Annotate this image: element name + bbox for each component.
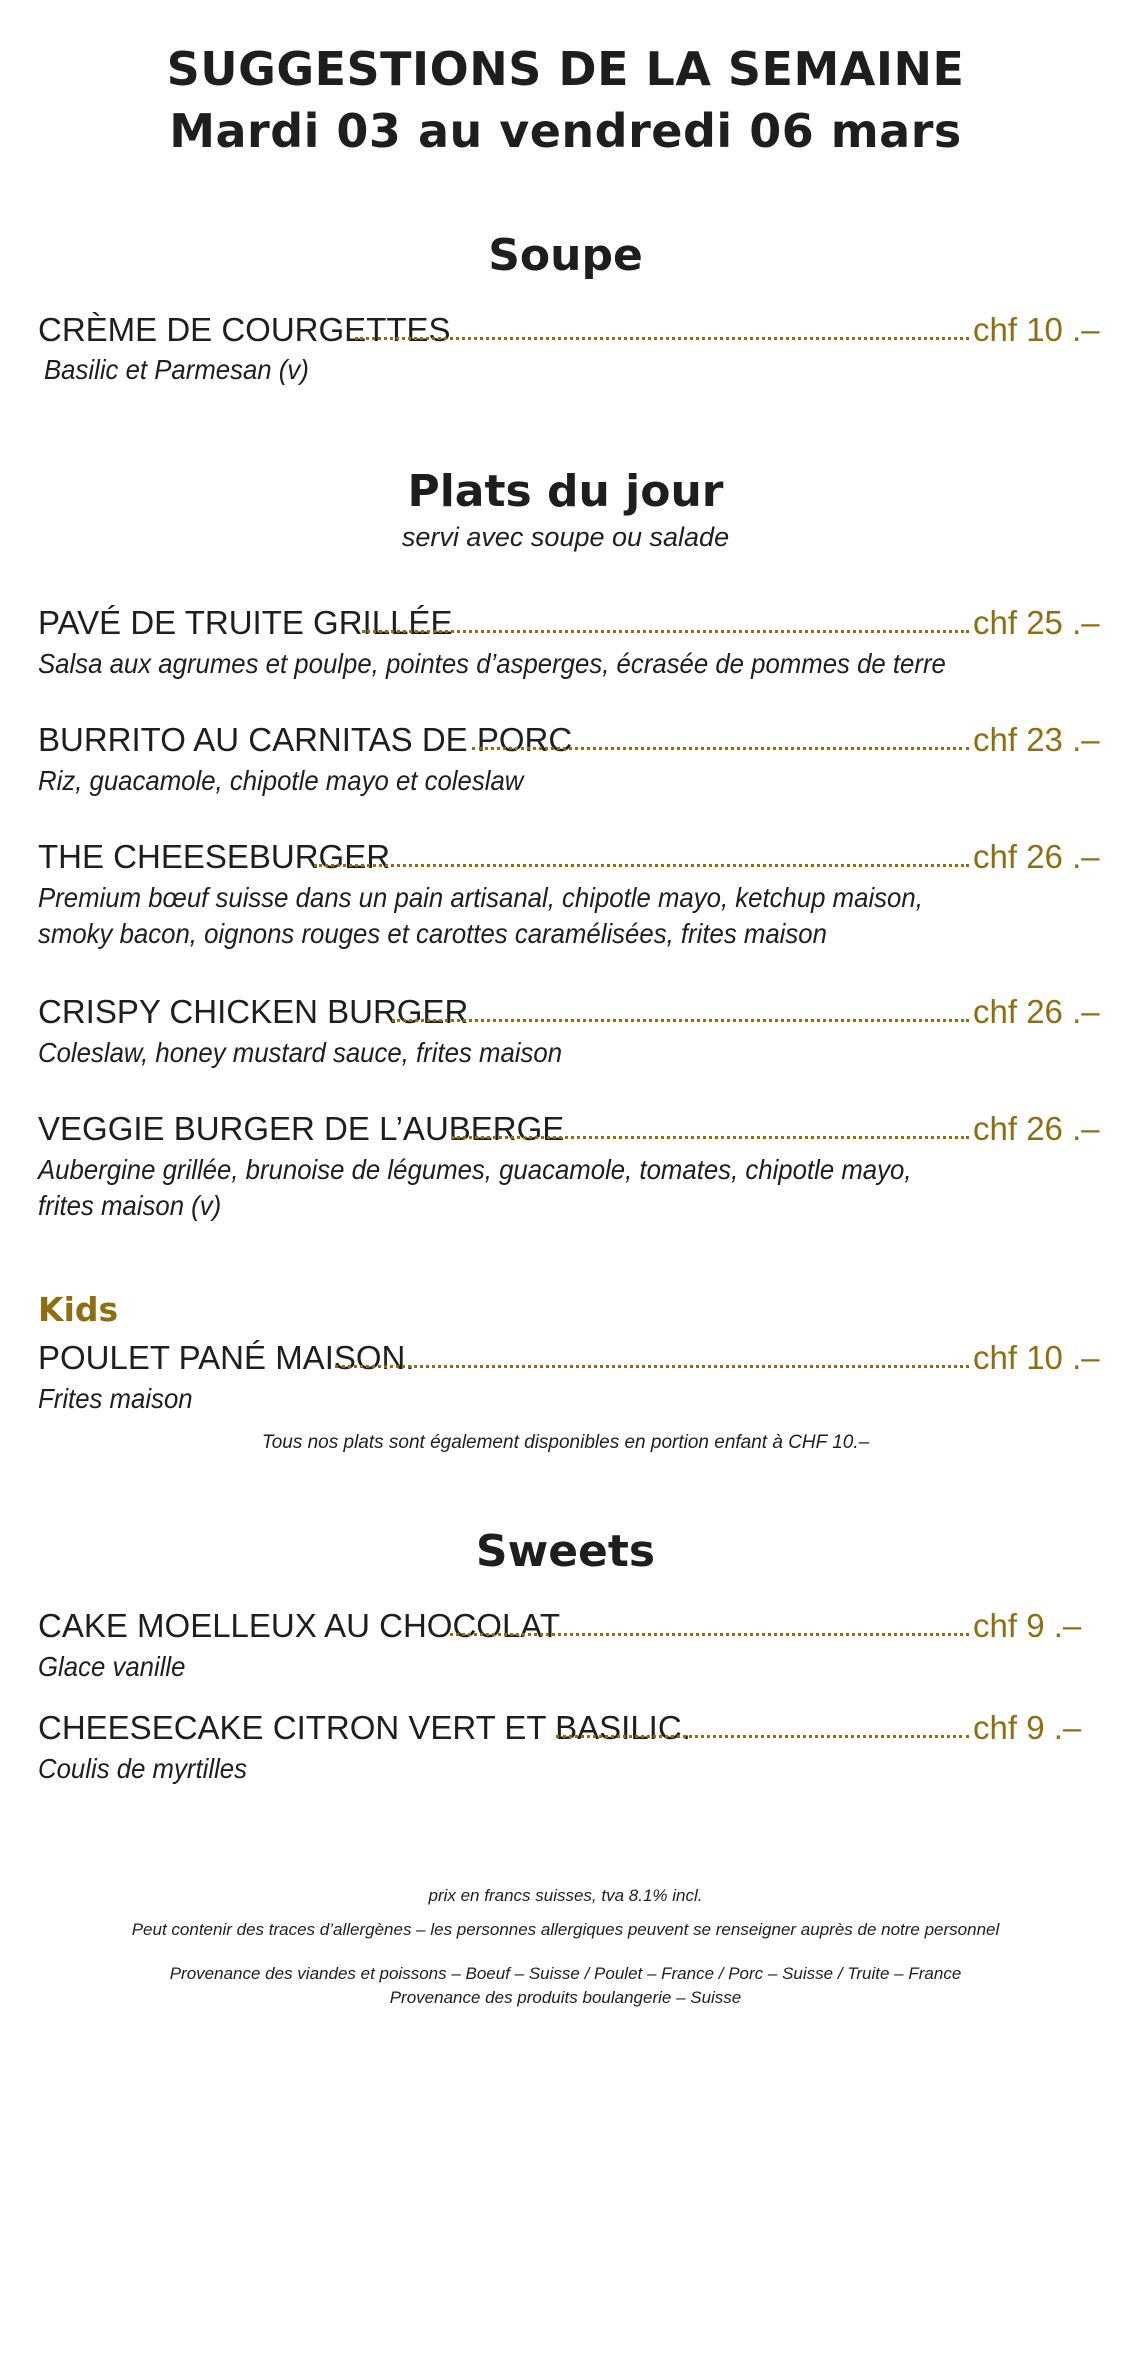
section-title-plats-du-jour: Plats du jour — [407, 466, 724, 517]
item-name: CHEESECAKE CITRON VERT ET BASILIC. — [38, 1709, 691, 1746]
item-name: THE CHEESEBURGER — [38, 838, 391, 875]
item-description-line-1: Aubergine grillée, brunoise de légumes, guacamole, tomates, chipotle mayo, — [38, 1154, 912, 1185]
menu-dates: Mardi 03 au vendredi 06 mars — [169, 104, 962, 158]
item-price: chf 26 .– — [973, 838, 1100, 875]
item-price: chf 23 .– — [973, 721, 1100, 758]
menu-item-cake-chocolat — [38, 1598, 1093, 1642]
dotted-leader — [452, 1136, 969, 1139]
footer-prix: prix en francs suisses, tva 8.1% incl. — [428, 1886, 703, 1905]
footer-provenance-boulangerie: Provenance des produits boulangerie – Suisse — [389, 1988, 742, 2007]
dotted-leader — [362, 630, 969, 633]
dotted-leader — [450, 1633, 969, 1636]
item-price: chf 9 .– — [973, 1607, 1082, 1644]
section-subtitle-plats: servi avec soupe ou salade — [401, 522, 730, 552]
item-name: POULET PANÉ MAISON. — [38, 1339, 415, 1376]
item-name: CRÈME DE COURGETTES — [38, 311, 451, 348]
item-description: Basilic et Parmesan (v) — [44, 354, 309, 385]
item-price: chf 10 .– — [973, 311, 1100, 348]
menu-item-poulet-pane — [38, 1330, 1100, 1376]
item-description-line-2: smoky bacon, oignons rouges et carottes caramélisées, frites maison — [38, 918, 827, 949]
item-description: Coulis de myrtilles — [38, 1753, 247, 1784]
item-price: chf 10 .– — [973, 1339, 1100, 1376]
dotted-leader — [355, 337, 969, 340]
dotted-leader — [392, 1019, 969, 1022]
item-name: BURRITO AU CARNITAS DE PORC — [38, 721, 573, 758]
menu-item-pave-de-truite — [38, 595, 1100, 641]
item-description — [38, 1152, 958, 1224]
item-name: PAVÉ DE TRUITE GRILLÉE — [38, 604, 453, 641]
item-description: Coleslaw, honey mustard sauce, frites maison — [38, 1037, 563, 1068]
menu-item-veggie-burger — [38, 1101, 1100, 1147]
dotted-leader — [335, 1365, 969, 1368]
item-name: VEGGIE BURGER DE L’AUBERGE — [38, 1110, 565, 1147]
dotted-leader — [472, 747, 969, 750]
section-title-soupe: Soupe — [488, 230, 643, 281]
item-name: CRISPY CHICKEN BURGER — [38, 993, 469, 1030]
menu-item-burrito — [38, 712, 1100, 758]
item-description-line-1: Premium bœuf suisse dans un pain artisanal, chipotle mayo, ketchup maison, — [38, 882, 923, 913]
section-title-kids: Kids — [38, 1290, 119, 1329]
item-description-line-2: frites maison (v) — [38, 1190, 222, 1221]
footer-provenance-viandes: Provenance des viandes et poissons – Boeuf – Suisse / Poulet – France / Porc – Suisse / Truite – France — [169, 1964, 962, 1983]
menu-item-crispy-chicken — [38, 984, 1100, 1030]
menu-item-creme-de-courgettes — [38, 302, 1100, 348]
dotted-leader — [314, 864, 969, 867]
item-price: chf 26 .– — [973, 1110, 1100, 1147]
item-price: chf 9 .– — [973, 1709, 1082, 1746]
item-description: Frites maison — [38, 1383, 193, 1414]
item-description: Riz, guacamole, chipotle mayo et coleslaw — [38, 765, 524, 796]
item-description: Salsa aux agrumes et poulpe, pointes d’asperges, écrasée de pommes de terre — [38, 648, 946, 679]
item-price: chf 26 .– — [973, 993, 1100, 1030]
menu-item-cheeseburger — [38, 829, 1100, 875]
item-description — [38, 880, 958, 952]
menu-item-cheesecake — [38, 1700, 1093, 1744]
item-price: chf 25 .– — [973, 604, 1100, 641]
dotted-leader — [556, 1735, 969, 1738]
kids-note: Tous nos plats sont également disponibles en portion enfant à CHF 10.– — [261, 1432, 870, 1453]
section-title-sweets: Sweets — [475, 1526, 656, 1577]
item-name: CAKE MOELLEUX AU CHOCOLAT — [38, 1607, 561, 1644]
item-description: Glace vanille — [38, 1651, 186, 1682]
footer-allergenes: Peut contenir des traces d’allergènes – les personnes allergiques peuvent se renseigner auprès de notre personnel — [131, 1920, 1000, 1939]
menu-title: SUGGESTIONS DE LA SEMAINE — [166, 42, 965, 96]
